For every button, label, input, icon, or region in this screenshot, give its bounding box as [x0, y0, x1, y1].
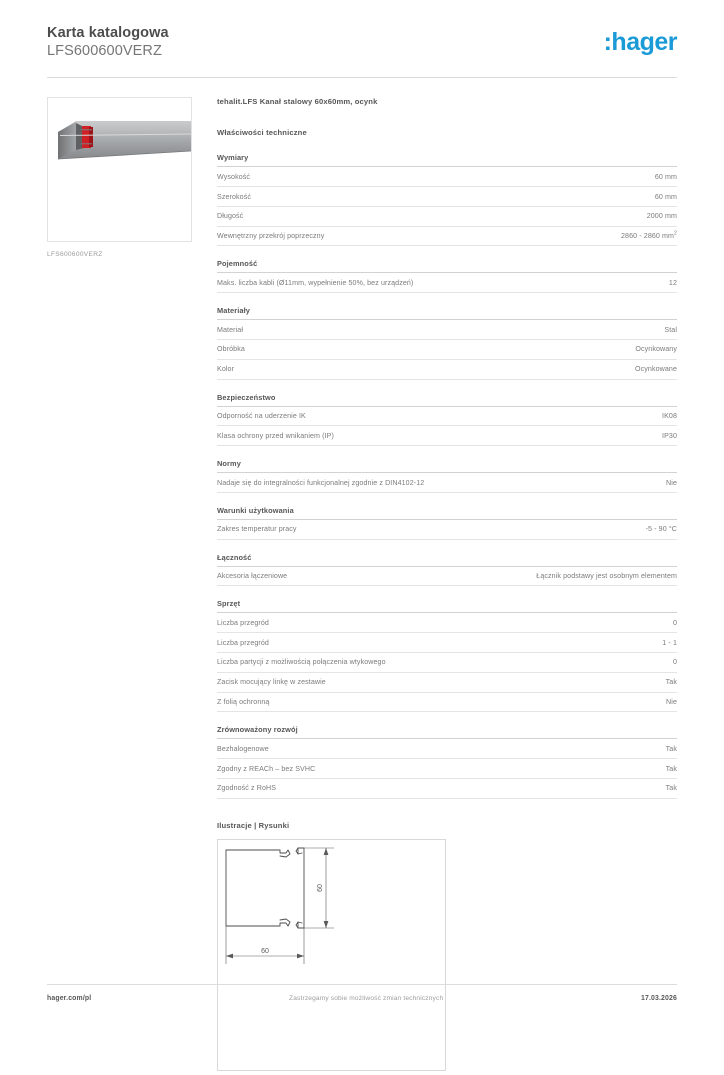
spec-label: Z folią ochronną — [217, 698, 270, 707]
table-row — [217, 673, 677, 693]
spec-value: Tak — [665, 784, 677, 793]
spec-value: 12 — [668, 278, 677, 287]
product-reference: LFS600600VERZ — [47, 43, 162, 60]
table-row — [217, 426, 677, 446]
spec-label: Zgodny z REACh – bez SVHC — [217, 764, 316, 773]
group-title: Bezpieczeństwo — [217, 393, 677, 407]
spec-group-sprzet — [217, 599, 677, 712]
spec-value: 1 - 1 — [662, 638, 677, 647]
table-row — [217, 693, 677, 713]
spec-value: Tak — [665, 744, 677, 753]
specifications-column — [193, 97, 677, 1070]
drawing-width-label: 60 — [261, 947, 269, 955]
group-title: Łączność — [217, 553, 677, 567]
table-row — [217, 407, 677, 427]
table-row — [217, 273, 677, 293]
table-row — [217, 187, 677, 207]
technical-drawing-box — [217, 839, 446, 1071]
spec-value: 2000 mm — [646, 212, 677, 221]
spec-label: Bezhalogenowe — [217, 744, 269, 753]
table-row — [217, 633, 677, 653]
spec-value: Nie — [666, 478, 677, 487]
spec-label: Liczba przegród — [217, 618, 269, 627]
group-title: Zrównoważony rozwój — [217, 725, 677, 739]
spec-group-pojemnosc — [217, 259, 677, 293]
spec-label: Kolor — [217, 365, 235, 374]
product-photo-svg — [48, 98, 191, 241]
table-row — [217, 473, 677, 493]
group-title: Wymiary — [217, 153, 677, 167]
table-row — [217, 207, 677, 227]
spec-label: Zakres temperatur pracy — [217, 525, 297, 534]
footer-website-link[interactable]: hager.com/pl — [47, 995, 92, 1002]
table-row — [217, 739, 677, 759]
drawings-section-title: Ilustracje | Rysunki — [217, 820, 290, 830]
spec-label: Liczba partycji z możliwością połączenia wtykowego — [217, 658, 386, 667]
spec-label: Liczba przegród — [217, 638, 269, 647]
header-titles — [47, 24, 169, 60]
group-title: Pojemność — [217, 259, 677, 273]
spec-label: Odporność na uderzenie IK — [217, 412, 306, 420]
spec-label: Zacisk mocujący linkę w zestawie — [217, 678, 326, 687]
group-title: Normy — [217, 459, 677, 473]
table-row — [217, 360, 677, 380]
spec-group-normy — [217, 459, 677, 493]
spec-label: Szerokość — [217, 192, 252, 201]
spec-label: Akcesoria łączeniowe — [217, 572, 288, 581]
spec-value: IP30 — [662, 431, 677, 440]
spec-label: Długość — [217, 212, 244, 221]
spec-value: 60 mm — [654, 192, 677, 201]
table-row — [217, 167, 677, 187]
group-title: Warunki użytkowania — [217, 506, 677, 520]
spec-label: Wysokość — [217, 172, 251, 181]
page-footer — [47, 984, 677, 1002]
hager-logo: :hager — [603, 28, 677, 56]
table-row — [217, 779, 677, 799]
spec-label: Klasa ochrony przed wnikaniem (IP) — [217, 431, 334, 440]
spec-value: 2860 - 2860 $mm^2$ — [620, 230, 677, 241]
spec-value: Tak — [665, 764, 677, 773]
spec-group-materialy — [217, 306, 677, 379]
spec-value: 60 mm — [654, 172, 677, 181]
spec-label: Zgodność z RoHS — [217, 784, 277, 793]
product-image-column — [47, 97, 193, 258]
page-content — [0, 78, 724, 1070]
technical-drawing-svg — [218, 840, 445, 1070]
footer-disclaimer: Zastrzegamy sobie możliwość zmian technicznych — [289, 995, 444, 1002]
spec-group-lacznosc — [217, 553, 677, 587]
spec-label: Maks. liczba kabli (Ø11mm, wypełnienie 50%, bez urządzeń) — [217, 278, 414, 287]
spec-value: -5 - 90 °C — [645, 525, 677, 534]
spec-value: 0 — [672, 658, 677, 667]
table-row — [217, 520, 677, 540]
spec-value: Tak — [665, 678, 677, 687]
footer-date: 17.03.2026 — [641, 995, 677, 1002]
spec-value: Ocynkowany — [635, 345, 677, 354]
spec-group-wymiary — [217, 153, 677, 246]
page-title: Karta katalogowa — [47, 25, 169, 41]
table-row — [217, 653, 677, 673]
footer-content — [47, 985, 677, 1002]
technical-properties-title: Właściwości techniczne — [217, 128, 307, 138]
table-row — [217, 567, 677, 587]
spec-group-zrownowazony-rozwoj — [217, 725, 677, 798]
product-photo — [47, 97, 192, 242]
spec-label: Nadaje się do integralności funkcjonalnej zgodnie z DIN4102-12 — [217, 478, 425, 487]
spec-value: Łącznik podstawy jest osobnym elementem — [536, 572, 677, 581]
table-row — [217, 320, 677, 340]
table-row — [217, 759, 677, 779]
spec-value: Ocynkowane — [634, 365, 677, 374]
product-photo-caption: LFS600600VERZ — [47, 251, 103, 259]
table-row — [217, 340, 677, 360]
group-title: Sprzęt — [217, 599, 677, 613]
spec-label: Obróbka — [217, 345, 245, 354]
spec-value: Stal — [664, 325, 677, 334]
product-name: tehalit.LFS Kanał stalowy 60x60mm, ocynk — [217, 97, 378, 107]
spec-label: Materiał — [217, 325, 244, 334]
page-header — [0, 0, 724, 60]
spec-value: Nie — [666, 698, 677, 707]
spec-label: Wewnętrzny przekrój poprzeczny — [217, 232, 325, 241]
spec-value: IK08 — [662, 412, 677, 420]
table-row — [217, 227, 677, 247]
drawing-height-label: 60 — [317, 883, 324, 892]
spec-value: 0 — [672, 618, 677, 627]
group-title: Materiały — [217, 306, 677, 320]
table-row — [217, 613, 677, 633]
spec-group-warunki-uzytkowania — [217, 506, 677, 540]
spec-group-bezpieczenstwo — [217, 393, 677, 447]
